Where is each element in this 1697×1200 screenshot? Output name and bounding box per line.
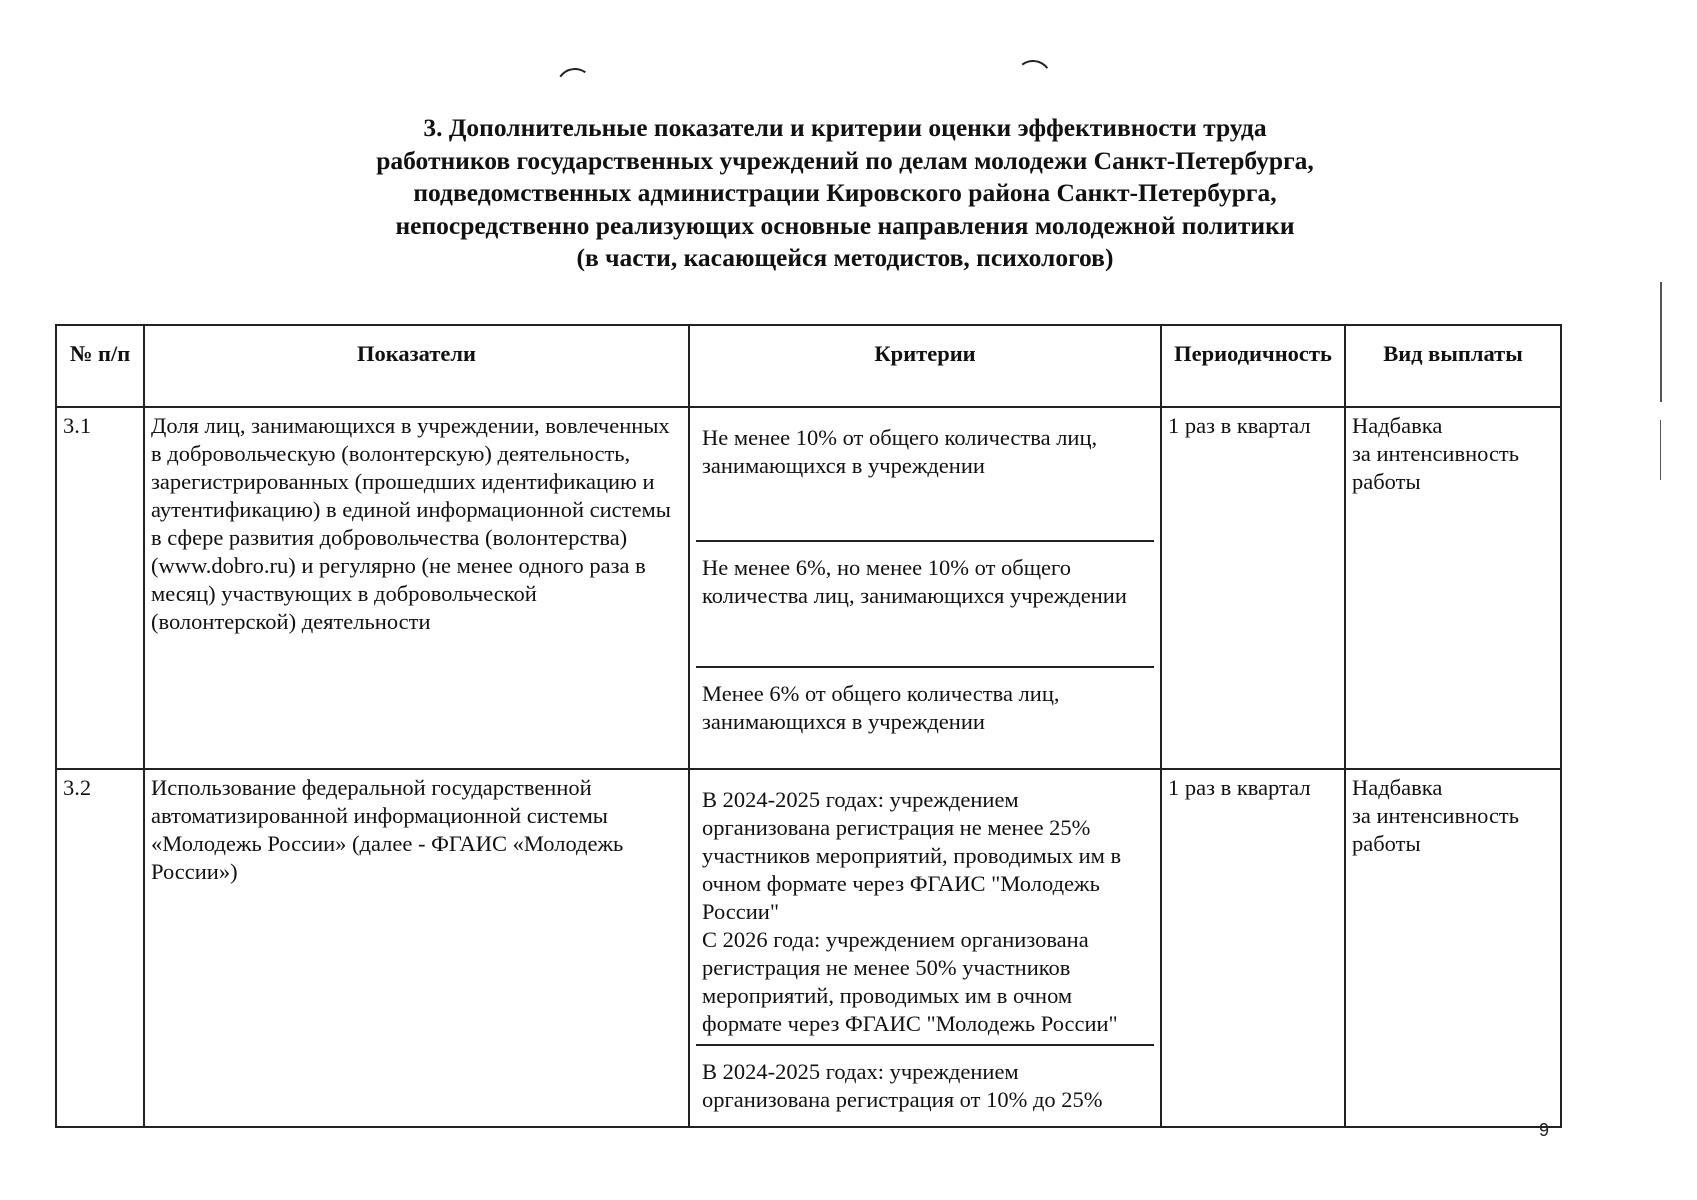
header-criteria: Критерии	[689, 325, 1161, 407]
header-payment: Вид выплаты	[1345, 325, 1561, 407]
table-row	[56, 769, 1561, 1127]
payment-detail: за интенсивность работы	[1352, 441, 1520, 494]
table-row	[56, 407, 1561, 769]
table-header-row	[56, 325, 1561, 407]
title-line-4: непосредственно реализующих основные направления молодежной политики	[395, 210, 1295, 240]
header-periodicity: Периодичность	[1161, 325, 1345, 407]
row-num: 3.1	[56, 407, 144, 769]
payment-type: Надбавка	[1352, 775, 1443, 800]
criterion-item: Менее 6% от общего количества лиц, занимающихся в учреждении	[702, 681, 1060, 734]
scan-edge-mark	[1660, 282, 1662, 402]
row-indicator: Доля лиц, занимающихся в учреждении, вовлеченных в добровольческую (волонтерскую) деятельность, зарегистрированных (прошедших идентификацию и аутентификацию) в единой информационной системы в сфере развития добровольчества (волонтерства) (www.dobro.ru) и регулярно (не менее одного раза в месяц) участвующих в добровольческой (волонтерской) деятельности	[144, 407, 689, 769]
scan-edge-mark	[1660, 420, 1661, 480]
title-line-3: подведомственных администрации Кировского района Санкт-Петербурга,	[413, 178, 1277, 207]
binder-hole-mark-left	[553, 65, 597, 109]
title-line-2: работников государственных учреждений по делам молодежи Санкт-Петербурга,	[376, 145, 1314, 175]
criterion-text: В 2024-2025 годах: учреждением организована регистрация не менее 25% участников мероприятий, проводимых им в очном формате через ФГАИС "Молодежь России"	[702, 787, 1122, 924]
payment-type: Надбавка	[1352, 413, 1443, 438]
criterion-item: В 2024-2025 годах: учреждением организована регистрация от 10% до 25%	[702, 1059, 1103, 1112]
row-criteria	[689, 407, 1161, 769]
criterion-text: С 2026 года: учреждением организована регистрация не менее 50% участников мероприятий, проводимых им в очном формате через ФГАИС "Молодежь России"	[702, 927, 1118, 1036]
page-number: 9	[1539, 1120, 1550, 1140]
row-criteria	[689, 769, 1161, 1127]
title-line-5: (в части, касающейся методистов, психологов)	[576, 243, 1114, 272]
row-periodicity: 1 раз в квартал	[1161, 407, 1345, 769]
criterion-item: Не менее 6%, но менее 10% от общего количества лиц, занимающихся учреждении	[696, 542, 1154, 668]
row-payment	[1345, 769, 1561, 1127]
binder-hole-mark-right	[1012, 58, 1055, 101]
criterion-item: Не менее 10% от общего количества лиц, занимающихся в учреждении	[696, 412, 1154, 542]
header-indicators: Показатели	[144, 325, 689, 407]
title-line-1: 3. Дополнительные показатели и критерии оценки эффективности труда	[423, 113, 1267, 142]
criteria-table	[55, 324, 1562, 1128]
section-title	[250, 112, 1440, 275]
row-indicator: Использование федеральной государственной автоматизированной информационной системы «Молодежь России» (далее - ФГАИС «Молодежь России»)	[144, 769, 689, 1127]
payment-detail: за интенсивность работы	[1352, 803, 1520, 856]
row-periodicity: 1 раз в квартал	[1161, 769, 1345, 1127]
row-num: 3.2	[56, 769, 144, 1127]
criterion-item	[696, 774, 1154, 1046]
header-num: № п/п	[56, 325, 144, 407]
row-payment	[1345, 407, 1561, 769]
